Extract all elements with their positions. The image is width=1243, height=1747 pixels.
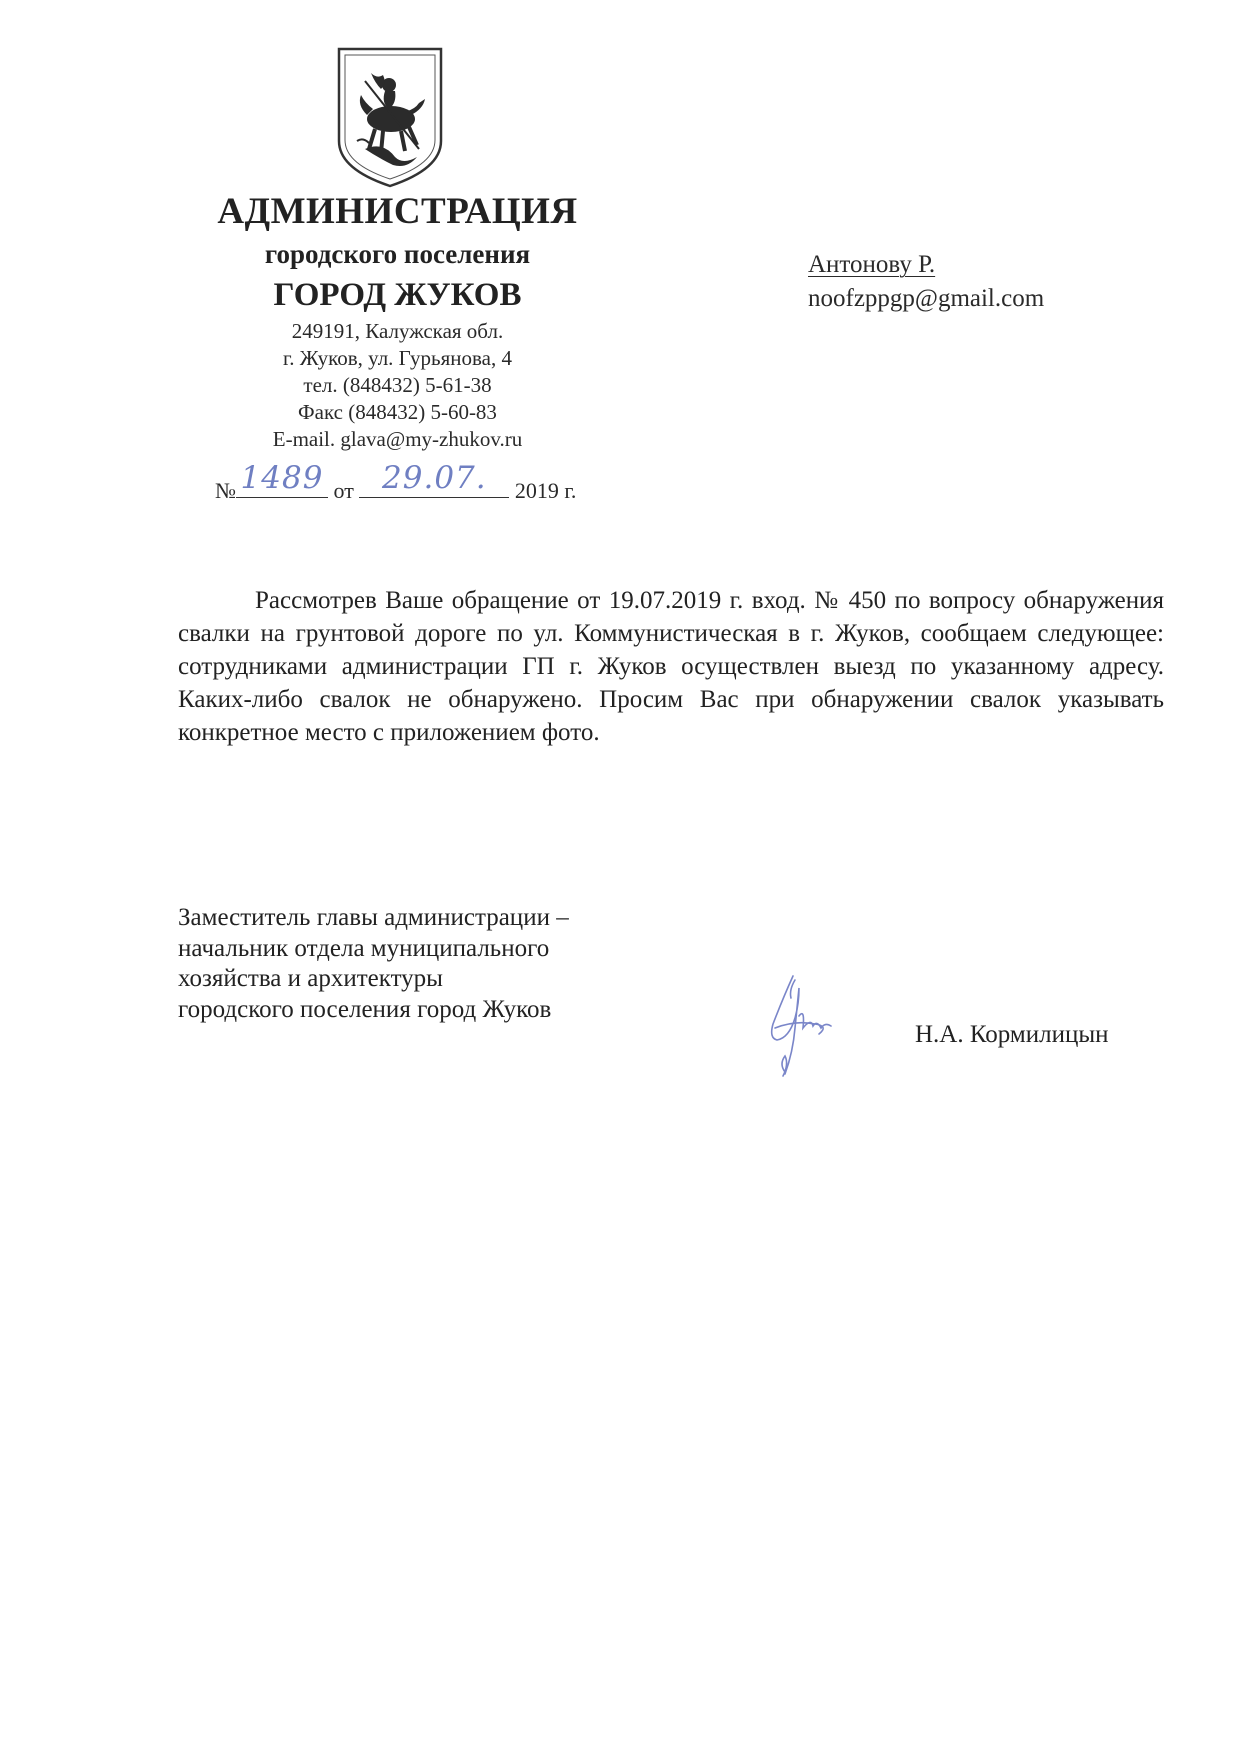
signer-position-line-4: городского поселения город Жуков bbox=[178, 995, 552, 1023]
phone-line: тел. (848432) 5-61-38 bbox=[303, 373, 492, 397]
organization-city: ГОРОД ЖУКОВ bbox=[273, 277, 522, 313]
number-blank bbox=[236, 460, 328, 498]
handwritten-signature-icon bbox=[755, 968, 845, 1083]
signer-position bbox=[178, 903, 569, 1025]
date-blank bbox=[359, 460, 509, 498]
number-prefix: № bbox=[215, 478, 236, 503]
recipient-block bbox=[808, 248, 1044, 316]
recipient-email: noofzppgp@gmail.com bbox=[808, 285, 1045, 312]
year-suffix: 2019 г. bbox=[514, 478, 577, 503]
body-paragraph: Рассмотрев Ваше обращение от 19.07.2019 г. вход. № 450 по вопросу обнаружения свалки на грунтовой дороге по ул. Коммунистическая в г. Жуков, сообщаем следующее: сотрудниками администрации ГП г. Жуков осуществлен выезд по указанному адресу. Каких-либо свалок не обнаружено. Просим Вас при обнаружении свалок указывать конкретное место с приложением фото. bbox=[178, 587, 1164, 746]
address-line-1: 249191, Калужская обл. bbox=[291, 319, 504, 343]
organization-subtitle: городского поселения bbox=[264, 239, 531, 269]
organization-header bbox=[160, 190, 635, 453]
address-line-2: г. Жуков, ул. Гурьянова, 4 bbox=[283, 346, 512, 370]
coat-of-arms-icon bbox=[335, 45, 445, 190]
signer-position-line-1: Заместитель главы администрации – bbox=[178, 904, 569, 931]
registration-line bbox=[215, 460, 577, 504]
signer-position-line-2: начальник отдела муниципального bbox=[178, 934, 550, 962]
letter-body bbox=[178, 584, 1164, 749]
fax-line: Факс (848432) 5-60-83 bbox=[298, 400, 497, 424]
handwritten-number: 1489 bbox=[240, 460, 324, 496]
organization-title: АДМИНИСТРАЦИЯ bbox=[217, 191, 578, 232]
recipient-name: Антонову Р. bbox=[808, 251, 936, 278]
signer-name: Н.А. Кормилицын bbox=[915, 1021, 1109, 1048]
date-prefix: от bbox=[333, 478, 354, 503]
handwritten-date: 29.07. bbox=[382, 460, 487, 496]
email-line: E-mail. glava@my-zhukov.ru bbox=[272, 427, 523, 451]
signer-position-line-3: хозяйства и архитектуры bbox=[178, 965, 443, 992]
